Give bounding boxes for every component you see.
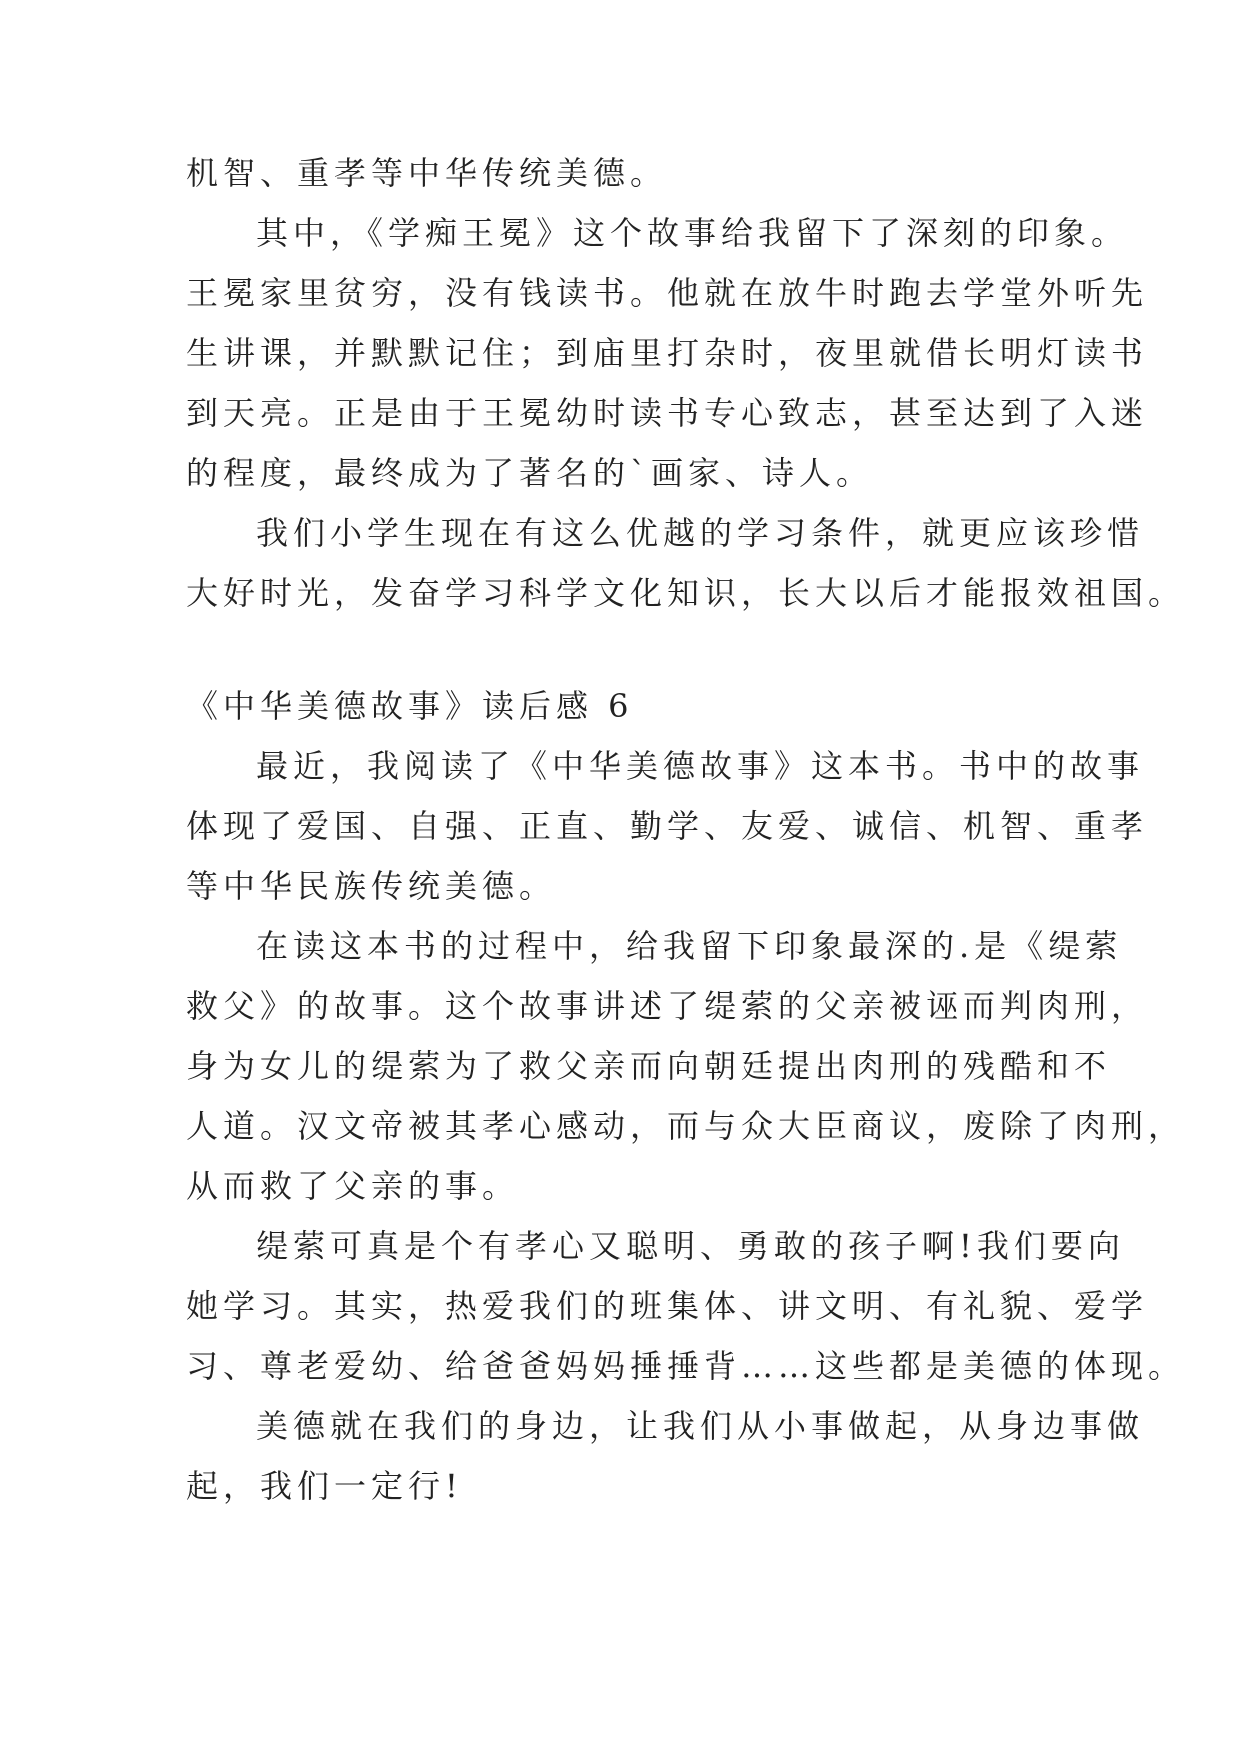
- paragraph-line: 美德就在我们的身边，让我们从小事做起，从身边事做: [256, 1407, 1145, 1445]
- paragraph-line: 身为女儿的缇萦为了救父亲而向朝廷提出肉刑的残酷和不: [186, 1047, 1112, 1085]
- paragraph-line: 缇萦可真是个有孝心又聪明、勇敢的孩子啊!我们要向: [256, 1227, 1125, 1265]
- paragraph-line: 人道。汉文帝被其孝心感动，而与众大臣商议，废除了肉刑，: [186, 1107, 1186, 1145]
- paragraph-line: 我们小学生现在有这么优越的学习条件，就更应该珍惜: [256, 514, 1145, 552]
- paragraph-line: 在读这本书的过程中，给我留下印象最深的.是《缇萦: [256, 927, 1123, 965]
- paragraph-line: 起，我们一定行!: [186, 1467, 463, 1505]
- paragraph-line: 王冕家里贫穷，没有钱读书。他就在放牛时跑去学堂外听先: [186, 274, 1149, 312]
- paragraph-line: 机智、重孝等中华传统美德。: [186, 154, 668, 192]
- paragraph-line: 大好时光，发奋学习科学文化知识，长大以后才能报效祖国。: [186, 574, 1186, 612]
- paragraph-line: 等中华民族传统美德。: [186, 867, 557, 905]
- paragraph-line: 到天亮。正是由于王冕幼时读书专心致志，甚至达到了入迷: [186, 394, 1149, 432]
- paragraph-line: 体现了爱国、自强、正直、勤学、友爱、诚信、机智、重孝: [186, 807, 1149, 845]
- paragraph-line: 生讲课，并默默记住；到庙里打杂时，夜里就借长明灯读书: [186, 334, 1149, 372]
- paragraph-line: 救父》的故事。这个故事讲述了缇萦的父亲被诬而判肉刑，: [186, 987, 1149, 1025]
- paragraph-line: 最近，我阅读了《中华美德故事》这本书。书中的故事: [256, 747, 1145, 785]
- paragraph-line: 从而救了父亲的事。: [186, 1167, 520, 1205]
- paragraph-line: 其中，《学痴王冕》这个故事给我留下了深刻的印象。: [256, 214, 1129, 252]
- section-heading: 《中华美德故事》读后感 6: [186, 687, 634, 725]
- paragraph-line: 习、尊老爱幼、给爸爸妈妈捶捶背……这些都是美德的体现。: [186, 1347, 1186, 1385]
- paragraph-line: 她学习。其实，热爱我们的班集体、讲文明、有礼貌、爱学: [186, 1287, 1149, 1325]
- paragraph-line: 的程度，最终成为了著名的`画家、诗人。: [186, 454, 874, 492]
